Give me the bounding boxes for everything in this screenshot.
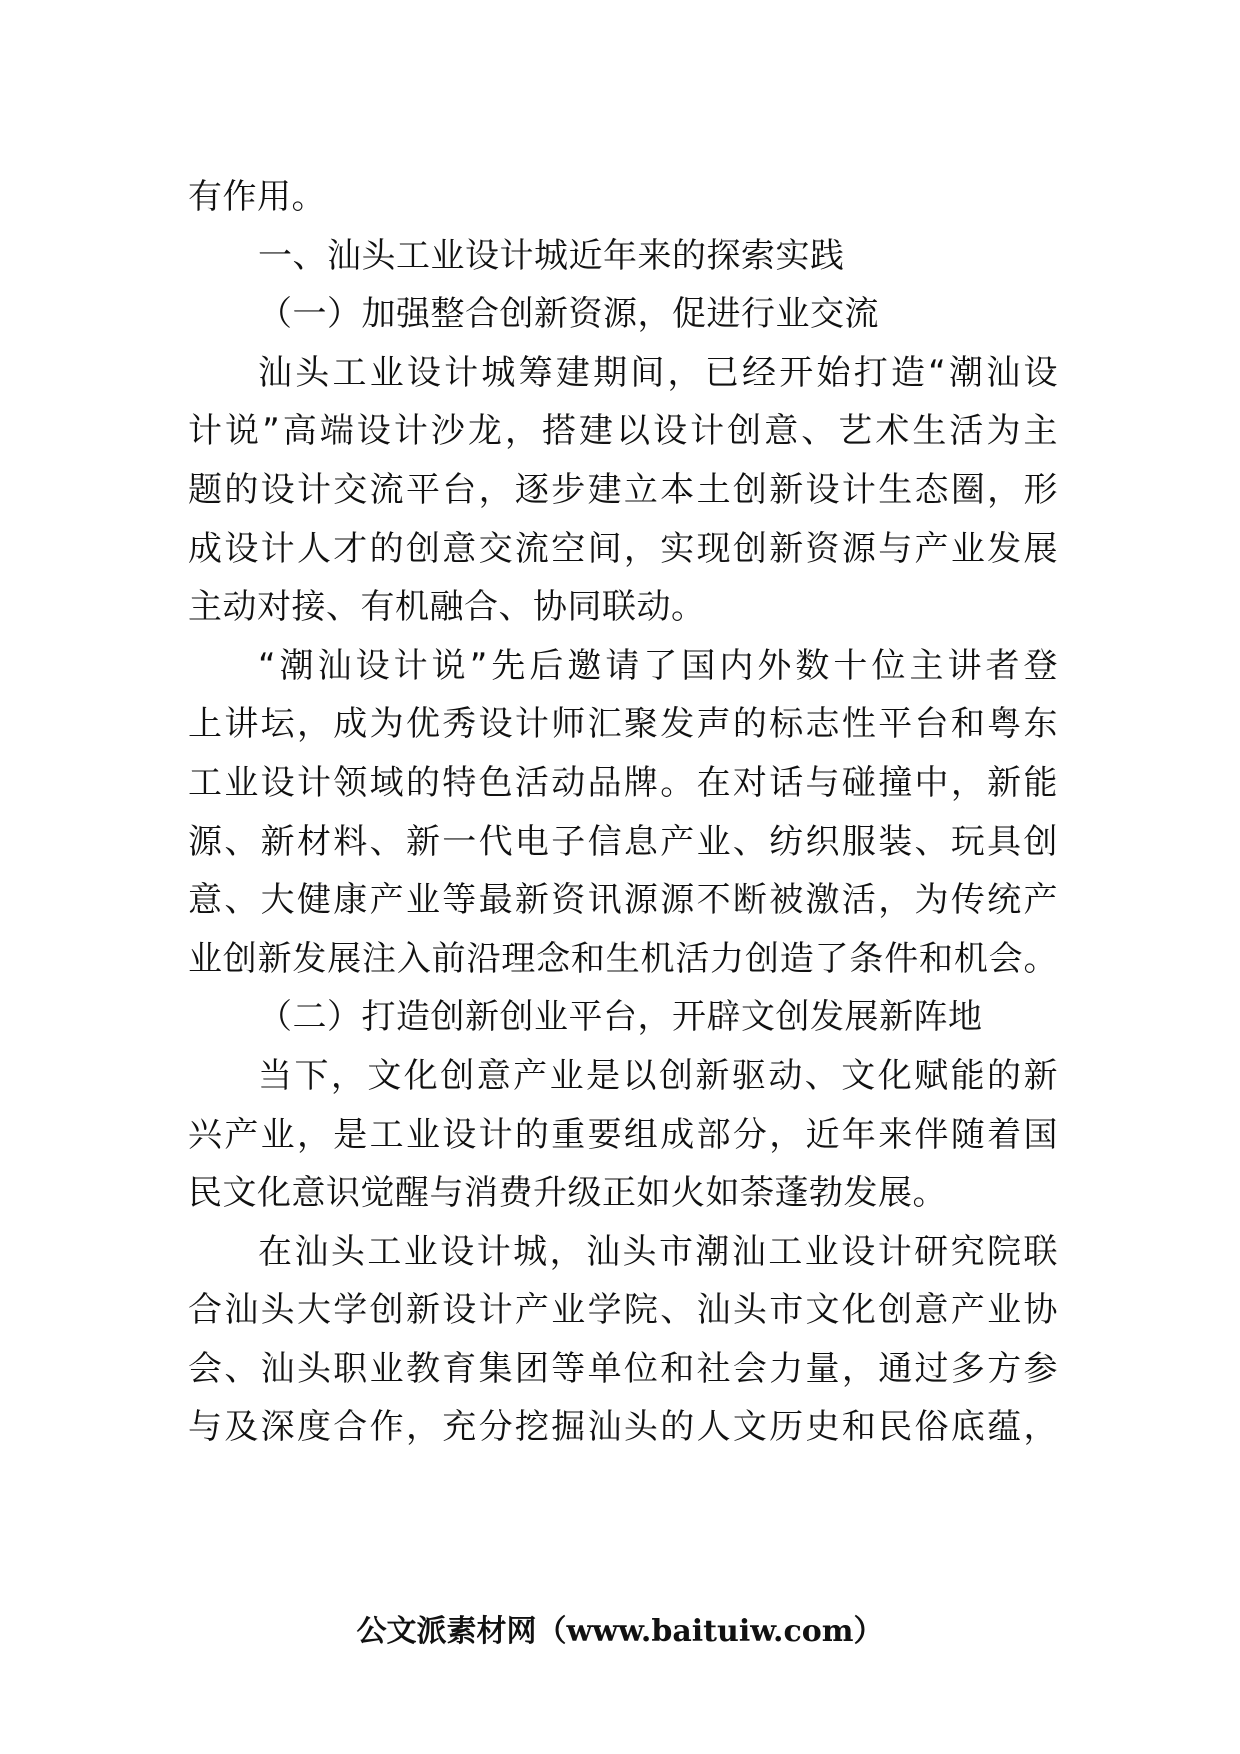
text-line: 主动对接、有机融合、协同联动。 <box>188 587 706 628</box>
subsection-heading: （二）打造创新创业平台，开辟文创发展新阵地 <box>258 997 983 1038</box>
text-line: 源、新材料、新一代电子信息产业、纺织服装、玩具创 <box>188 821 1058 862</box>
text-line: “潮汕设计说”先后邀请了国内外数十位主讲者登 <box>258 645 1058 686</box>
text-line: 当下，文化创意产业是以创新驱动、文化赋能的新 <box>258 1055 1058 1096</box>
text-line: 题的设计交流平台，逐步建立本土创新设计生态圈，形 <box>188 469 1058 510</box>
text-line: 在汕头工业设计城，汕头市潮汕工业设计研究院联 <box>258 1231 1058 1272</box>
page-footer: 公文派素材网（www.baituiw.com） <box>356 1614 884 1649</box>
document-body <box>188 168 1058 1457</box>
text-line: 业创新发展注入前沿理念和生机活力创造了条件和机会。 <box>188 938 1058 979</box>
text-line: 民文化意识觉醒与消费升级正如火如荼蓬勃发展。 <box>188 1173 947 1214</box>
text-line: 意、大健康产业等最新资讯源源不断被激活，为传统产 <box>188 880 1058 921</box>
subsection-heading: （一）加强整合创新资源，促进行业交流 <box>258 294 879 335</box>
text-line: 成设计人才的创意交流空间，实现创新资源与产业发展 <box>188 528 1058 569</box>
text-line: 会、汕头职业教育集团等单位和社会力量，通过多方参 <box>188 1348 1058 1389</box>
text-line: 工业设计领域的特色活动品牌。在对话与碰撞中，新能 <box>188 762 1058 803</box>
text-line: 计说”高端设计沙龙，搭建以设计创意、艺术生活为主 <box>188 411 1058 452</box>
section-heading: 一、汕头工业设计城近年来的探索实践 <box>258 235 845 276</box>
text-line: 合汕头大学创新设计产业学院、汕头市文化创意产业协 <box>188 1290 1058 1331</box>
text-line: 兴产业，是工业设计的重要组成部分，近年来伴随着国 <box>188 1114 1058 1155</box>
text-line: 汕头工业设计城筹建期间，已经开始打造“潮汕设 <box>258 352 1058 393</box>
text-line: 有作用。 <box>188 177 326 217</box>
text-line: 上讲坛，成为优秀设计师汇聚发声的标志性平台和粤东 <box>188 704 1058 745</box>
text-line: 与及深度合作，充分挖掘汕头的人文历史和民俗底蕴， <box>188 1407 1058 1448</box>
